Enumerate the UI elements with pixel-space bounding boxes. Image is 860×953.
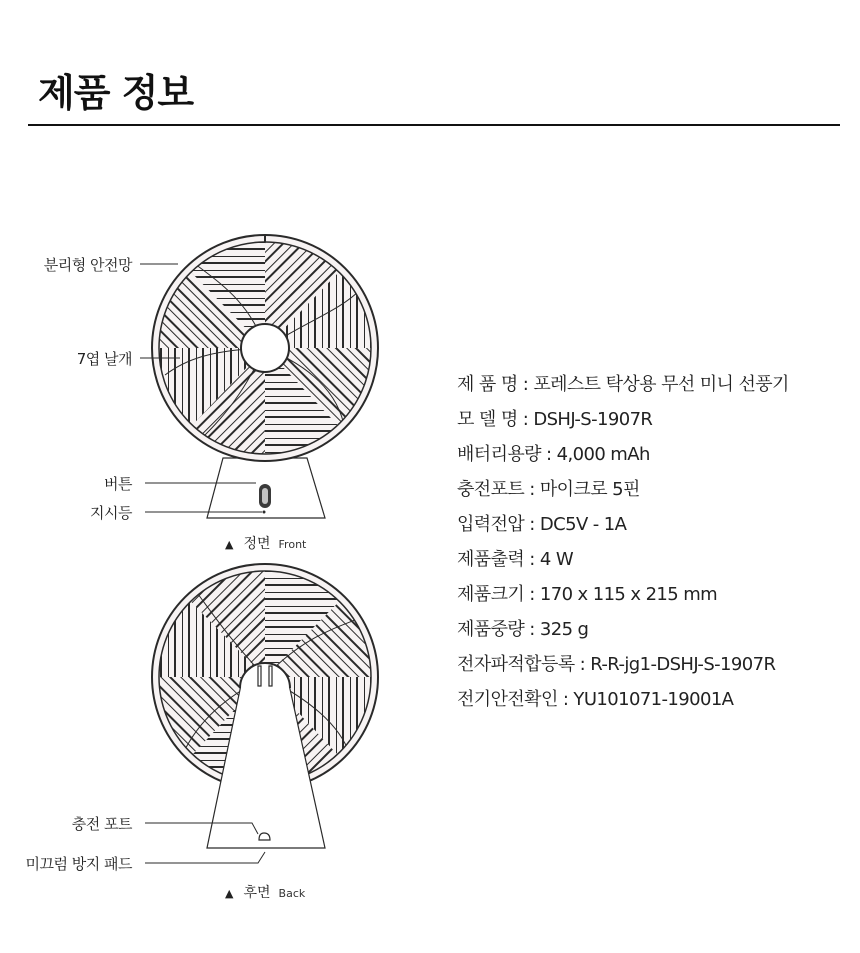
front-caption-label-en: Front — [278, 538, 307, 551]
title-divider — [28, 124, 840, 126]
front-fan — [145, 230, 385, 518]
spec-weight: 제품중량 : 325 g — [457, 619, 589, 640]
callout-guard: 분리형 안전망 — [43, 256, 132, 274]
triangle-marker-icon: ▲ — [225, 538, 234, 551]
callout-pad: 미끄럼 방지 패드 — [25, 855, 132, 873]
front-caption-label: 정면 — [243, 536, 271, 552]
back-caption — [225, 882, 305, 902]
page-title: 제품 정보 — [38, 71, 194, 115]
spec-list — [457, 367, 789, 717]
back-fan — [145, 560, 385, 848]
product-diagram — [0, 200, 420, 920]
spec-input-voltage: 입력전압 : DC5V - 1A — [457, 514, 627, 535]
charging-port — [259, 833, 270, 840]
fan-illustration — [0, 200, 420, 920]
back-caption-label-en: Back — [278, 887, 306, 900]
spec-charge-port: 충전포트 : 마이크로 5핀 — [457, 479, 640, 500]
spec-electric-safety: 전기안전확인 : YU101071-19001A — [457, 689, 734, 710]
front-caption — [225, 533, 306, 553]
callout-port: 충전 포트 — [71, 815, 132, 833]
spec-emc-registration: 전자파적합등록 : R-R-jg1-DSHJ-S-1907R — [457, 654, 776, 675]
callout-button: 버튼 — [104, 475, 132, 493]
spec-output: 제품출력 : 4 W — [457, 549, 574, 570]
spec-battery: 배터리용량 : 4,000 mAh — [457, 444, 650, 465]
callout-indicator: 지시등 — [90, 504, 132, 522]
spec-size: 제품크기 : 170 x 115 x 215 mm — [457, 584, 718, 605]
callout-blades: 7엽 날개 — [76, 350, 132, 368]
indicator-light — [263, 511, 266, 514]
triangle-marker-icon: ▲ — [225, 887, 234, 900]
spec-product-name: 제 품 명 : 포레스트 탁상용 무선 미니 선풍기 — [457, 374, 789, 395]
spec-model-name: 모 델 명 : DSHJ-S-1907R — [457, 409, 653, 430]
back-caption-label: 후면 — [243, 885, 271, 901]
